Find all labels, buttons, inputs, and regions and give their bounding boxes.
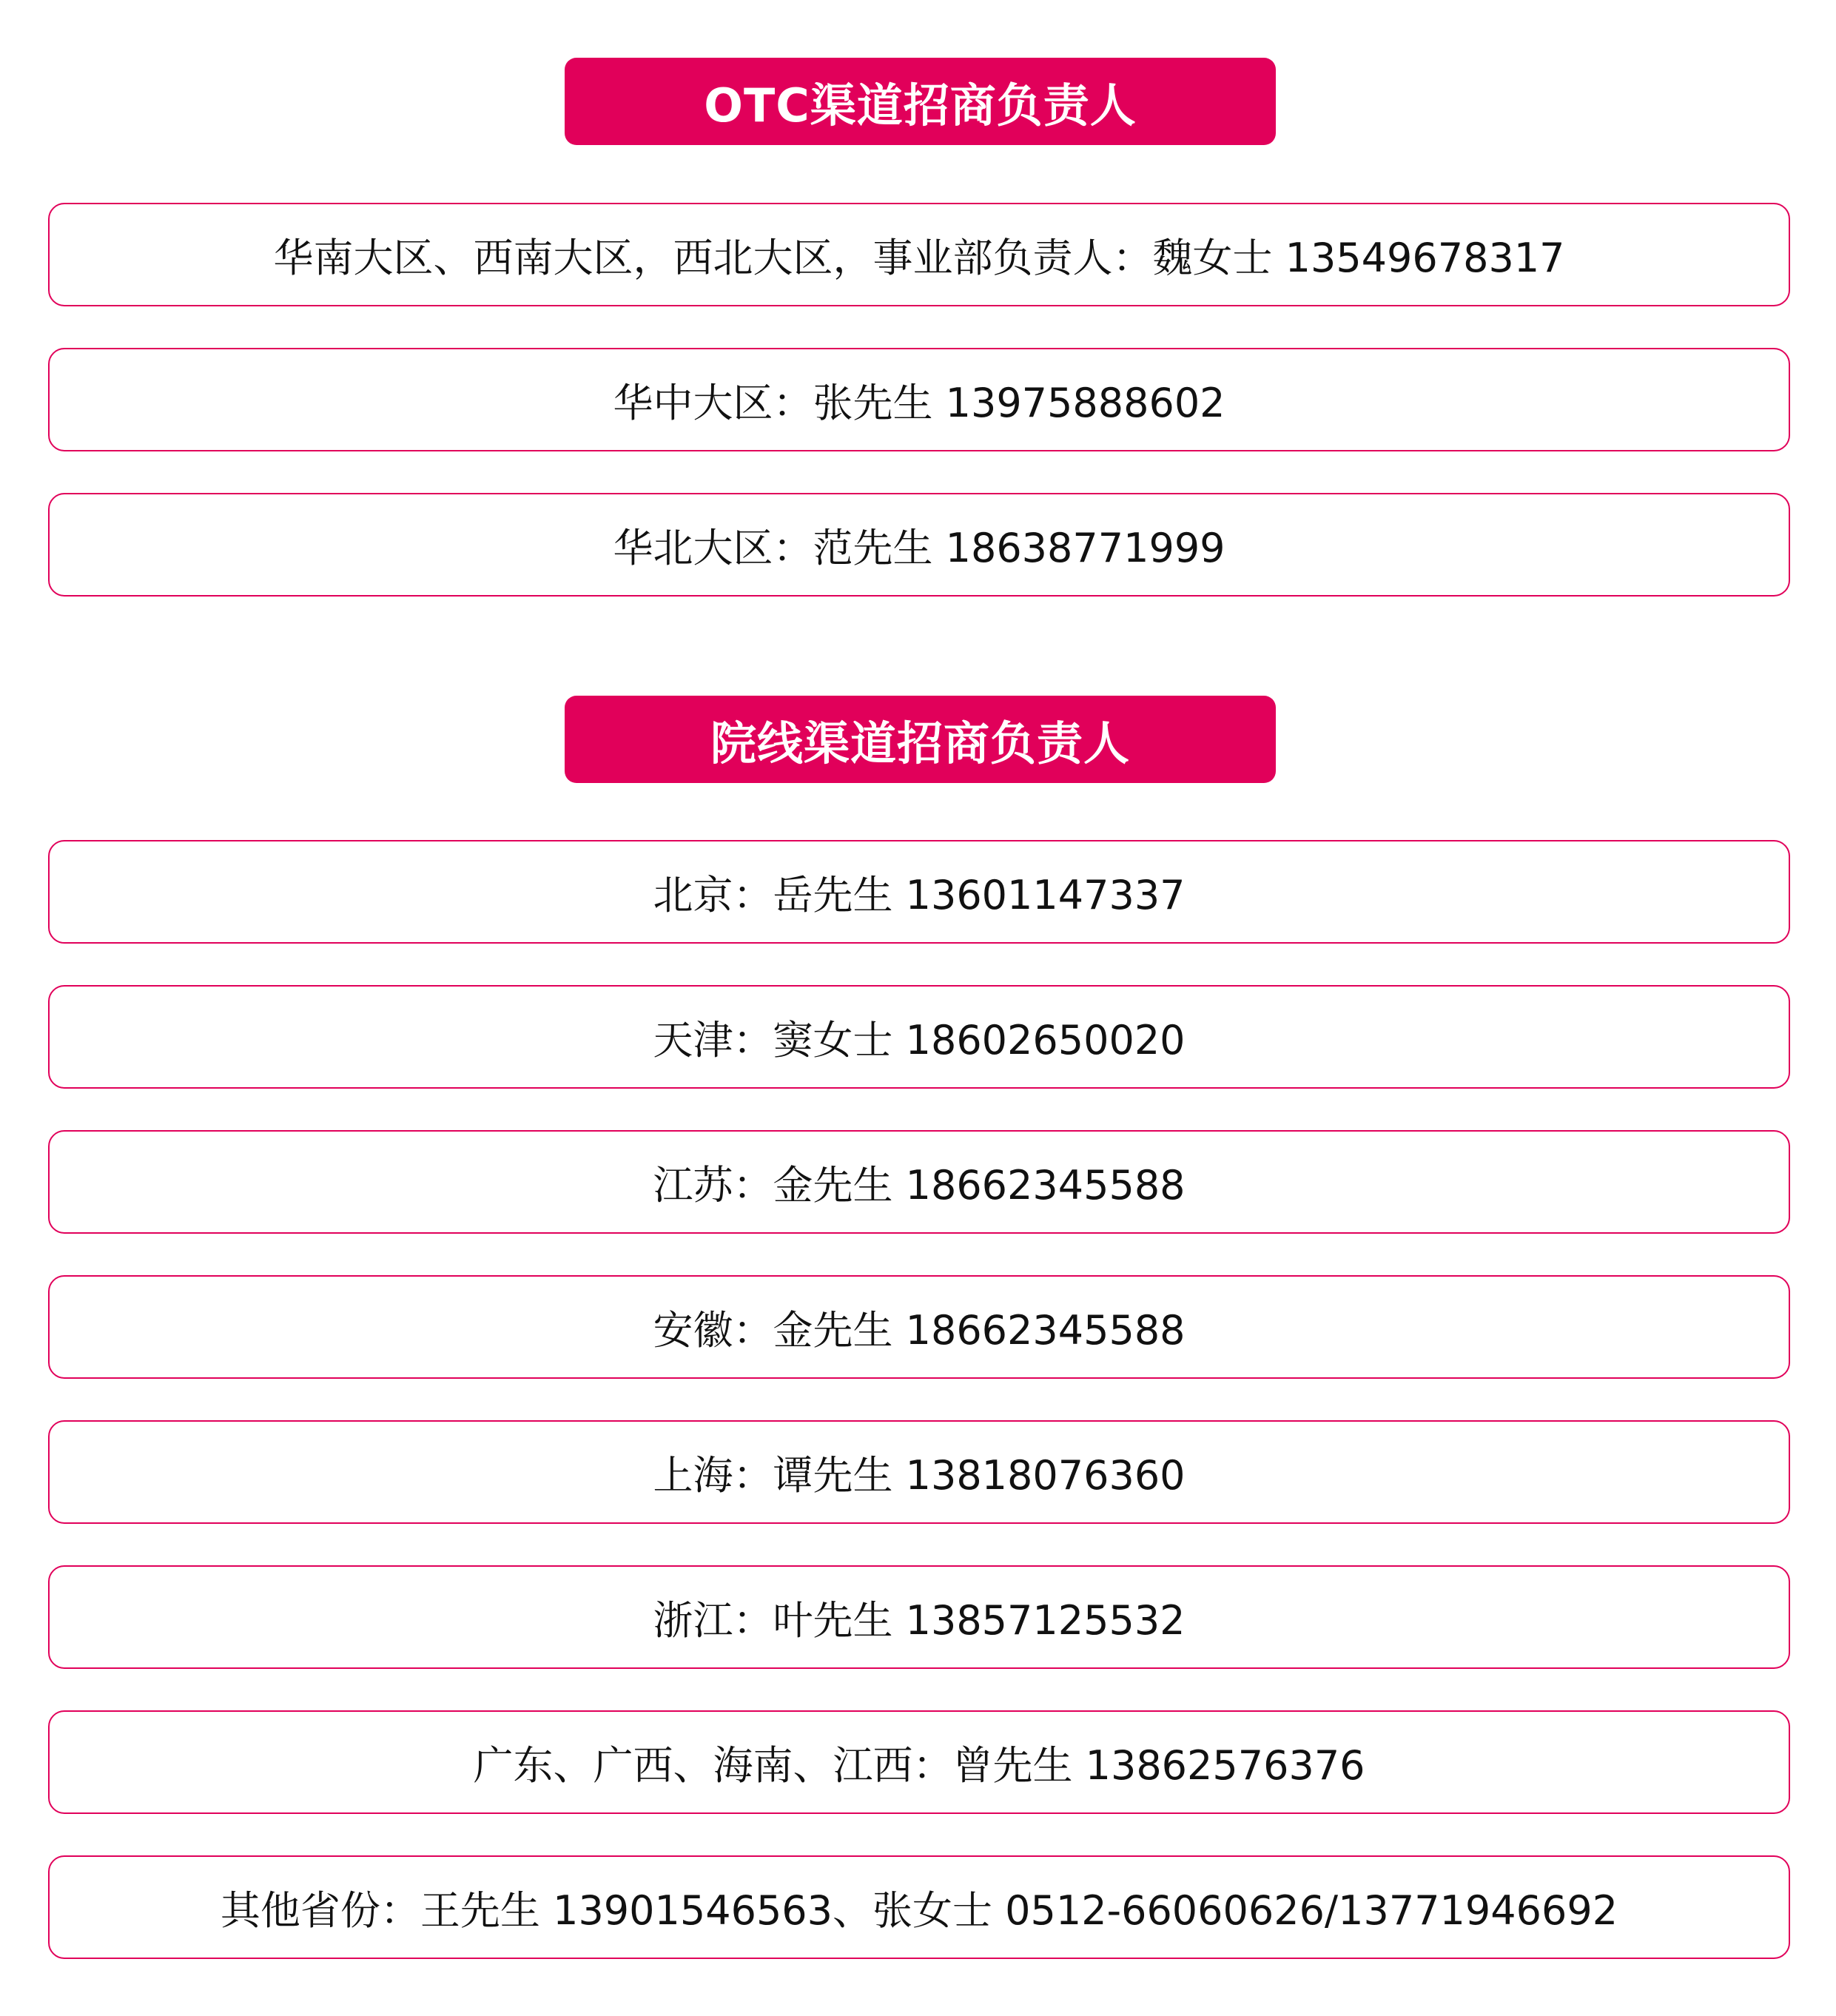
contact-box-guangdong xyxy=(48,1710,1790,1814)
contact-text: 华中大区：张先生 13975888602 xyxy=(613,379,1225,426)
contact-box-huabei xyxy=(48,493,1790,597)
contact-box-anhui xyxy=(48,1275,1790,1379)
contact-box-huanan xyxy=(48,203,1790,306)
contact-box-tianjin xyxy=(48,985,1790,1089)
contact-text: 广东、广西、海南、江西：曾先生 13862576376 xyxy=(473,1741,1365,1789)
contact-text: 华南大区、西南大区，西北大区，事业部负责人：魏女士 13549678317 xyxy=(273,234,1565,281)
contact-box-huazhong xyxy=(48,348,1790,451)
hospital-section-title: 院线渠道招商负责人 xyxy=(565,696,1276,783)
contact-text: 北京：岳先生 13601147337 xyxy=(653,871,1186,918)
contact-text: 上海：谭先生 13818076360 xyxy=(653,1451,1186,1499)
contact-box-beijing xyxy=(48,840,1790,944)
contact-box-jiangsu xyxy=(48,1130,1790,1234)
contact-text: 浙江：叶先生 13857125532 xyxy=(653,1596,1186,1644)
contact-box-zhejiang xyxy=(48,1565,1790,1669)
contact-text: 安徽：金先生 18662345588 xyxy=(653,1306,1186,1354)
contact-text: 其他省份：王先生 13901546563、张女士 0512-66060626/13771946692 xyxy=(220,1886,1618,1934)
contact-box-shanghai xyxy=(48,1420,1790,1524)
contact-text: 华北大区：范先生 18638771999 xyxy=(613,524,1225,571)
otc-section-title: OTC渠道招商负责人 xyxy=(565,58,1276,145)
contact-box-other-provinces xyxy=(48,1855,1790,1959)
contact-text: 江苏：金先生 18662345588 xyxy=(653,1161,1186,1209)
contact-text: 天津：窦女士 18602650020 xyxy=(653,1016,1186,1064)
